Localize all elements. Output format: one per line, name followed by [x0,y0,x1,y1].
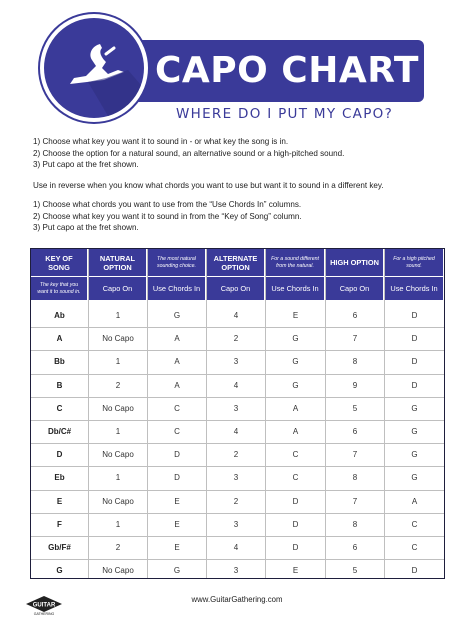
logo-subtext: GATHERING [33,612,55,616]
key-cell: Ab [54,311,65,320]
table-cell: G [292,334,299,344]
reverse-intro: Use in reverse when you know what chords you want to use but want it to sound in a different key. [33,181,384,190]
table-cell: C [292,450,299,460]
header-subtitle: Use Chords In [148,276,205,300]
website-url[interactable]: www.GuitarGathering.com [191,595,283,604]
key-cell: B [56,380,63,390]
table-cell: No Capo [102,450,134,460]
column-header [266,249,325,300]
header-title: NATURAL OPTION [99,253,136,272]
instruction-line: 3) Put capo at the fret shown. [33,160,139,169]
row-divider [31,420,444,421]
column-header [326,249,384,300]
column-natural-capo [89,249,148,578]
header-subtitle: Use Chords In [266,276,324,300]
row-divider [31,327,444,328]
header-subtitle: Capo On [207,276,264,300]
table-cell: 2 [115,543,121,552]
header-note: The key that you want it to sound in. [31,276,87,300]
table-cell: 4 [233,427,239,436]
column-high-chords [385,249,444,578]
key-cell: Eb [54,473,65,483]
capo-icon [44,18,148,122]
table-cell: 1 [115,519,121,529]
table-cell: No Capo [102,403,134,413]
table-cell: G [292,380,299,390]
header-note: For a high pitched sound. [393,256,435,269]
table-cell: 6 [352,311,358,320]
table-cell: 1 [115,473,121,483]
table-cell: C [174,403,180,413]
column-header [385,249,444,300]
table-cell: A [174,357,180,367]
key-cell: G [56,566,63,576]
table-cell: E [174,519,180,529]
column-key-of-song [31,249,89,578]
instruction-line: 2) Choose the option for a natural sound, an alternative sound or a high-pitched sound. [33,148,345,158]
column-natural-chords [148,249,207,578]
header-title: KEY OF SONG [45,253,73,272]
table-cell: C [411,519,418,529]
table-cell: 1 [115,311,121,320]
capo-chart-table [30,248,445,579]
logo-text: GUITAR [32,602,56,609]
key-cell: A [56,334,63,344]
table-cell: 6 [352,427,358,436]
row-divider [31,374,444,375]
header-subtitle: Use Chords In [385,276,443,300]
column-alternate-chords [266,249,326,578]
table-cell: 5 [352,403,358,413]
table-cell: A [174,380,180,390]
row-divider [31,490,444,491]
table-cell: D [174,450,180,460]
row-divider [31,559,444,560]
table-cell: 2 [233,334,239,344]
row-divider [31,443,444,444]
table-cell: A [292,427,299,436]
table-cell: C [292,473,299,483]
table-cell: 5 [352,566,358,576]
row-divider [31,536,444,537]
key-cell: Gb/F# [48,543,71,552]
header-title: ALTERNATE OPTION [213,253,258,272]
table-cell: 3 [233,566,239,576]
table-cell: E [174,496,180,506]
table-cell: G [292,357,299,367]
table-cell: D [292,543,299,552]
logo-circle [40,14,148,122]
table-cell: E [292,566,299,576]
table-cell: G [411,450,418,460]
instruction-line: 1) Choose what key you want it to sound in - or what key the song is in. [33,137,289,146]
table-cell: E [174,543,180,552]
column-header [207,249,265,300]
key-cell: D [56,450,63,460]
row-divider [31,466,444,467]
table-cell: 3 [233,403,239,413]
table-cell: D [411,357,418,367]
table-cell: C [174,427,180,436]
table-cell: 4 [233,380,239,390]
instruction-line: 2) Choose what key you want it to sound in from the “Key of Song” column. [33,211,302,221]
table-cell: 3 [233,357,239,367]
table-cell: 3 [233,519,239,529]
key-cell: F [57,519,62,529]
key-cell: C [56,403,63,413]
key-cell: Bb [54,357,65,367]
table-cell: A [411,496,418,506]
column-high-capo [326,249,385,578]
table-cell: 2 [115,380,121,390]
table-cell: G [411,427,418,436]
page-title: CAPO CHART [155,50,419,91]
row-divider [31,397,444,398]
table-cell: D [292,496,299,506]
column-header [148,249,206,300]
table-cell: No Capo [102,566,134,576]
table-cell: No Capo [102,334,134,344]
table-cell: G [173,311,181,320]
table-cell: A [174,334,180,344]
table-cell: D [174,473,180,483]
column-header [31,249,88,300]
key-cell: E [56,496,63,506]
column-alternate-capo [207,249,266,578]
table-cell: 3 [233,473,239,483]
table-cell: D [292,519,299,529]
table-cell: D [411,334,418,344]
table-cell: 9 [352,380,358,390]
table-cell: 2 [233,496,239,506]
table-cell: G [173,566,181,576]
table-cell: C [411,543,418,552]
key-cell: Db/C# [47,427,72,436]
column-header [89,249,147,300]
table-cell: D [411,566,418,576]
instruction-line: 1) Choose what chords you want to use from the “Use Chords In” columns. [33,200,302,209]
row-divider [31,513,444,514]
header-title: HIGH OPTION [330,258,379,267]
header-subtitle: Capo On [89,276,146,300]
table-cell: 2 [233,450,239,460]
header-note: For a sound different from the natural. [271,256,319,269]
table-cell: G [411,403,418,413]
instruction-line: 3) Put capo at the fret shown. [33,223,139,232]
table-cell: 6 [352,543,358,552]
table-cell: 7 [352,496,358,506]
table-cell: 4 [233,543,239,552]
table-cell: 1 [115,357,121,367]
table-cell: A [292,403,299,413]
page-subtitle: WHERE DO I PUT MY CAPO? [176,106,394,122]
table-cell: 8 [352,519,358,529]
table-cell: 4 [233,311,239,320]
table-cell: 7 [352,450,358,460]
header-note: The most natural sounding choice. [157,256,196,269]
table-cell: E [292,311,299,320]
table-cell: 8 [352,357,358,367]
table-cell: No Capo [102,496,134,506]
table-cell: 7 [352,334,358,344]
table-cell: D [411,380,418,390]
table-cell: 1 [115,427,121,436]
table-cell: D [411,311,418,320]
row-divider [31,350,444,351]
table-cell: 8 [352,473,358,483]
header-subtitle: Capo On [326,276,383,300]
table-cell: G [411,473,418,483]
